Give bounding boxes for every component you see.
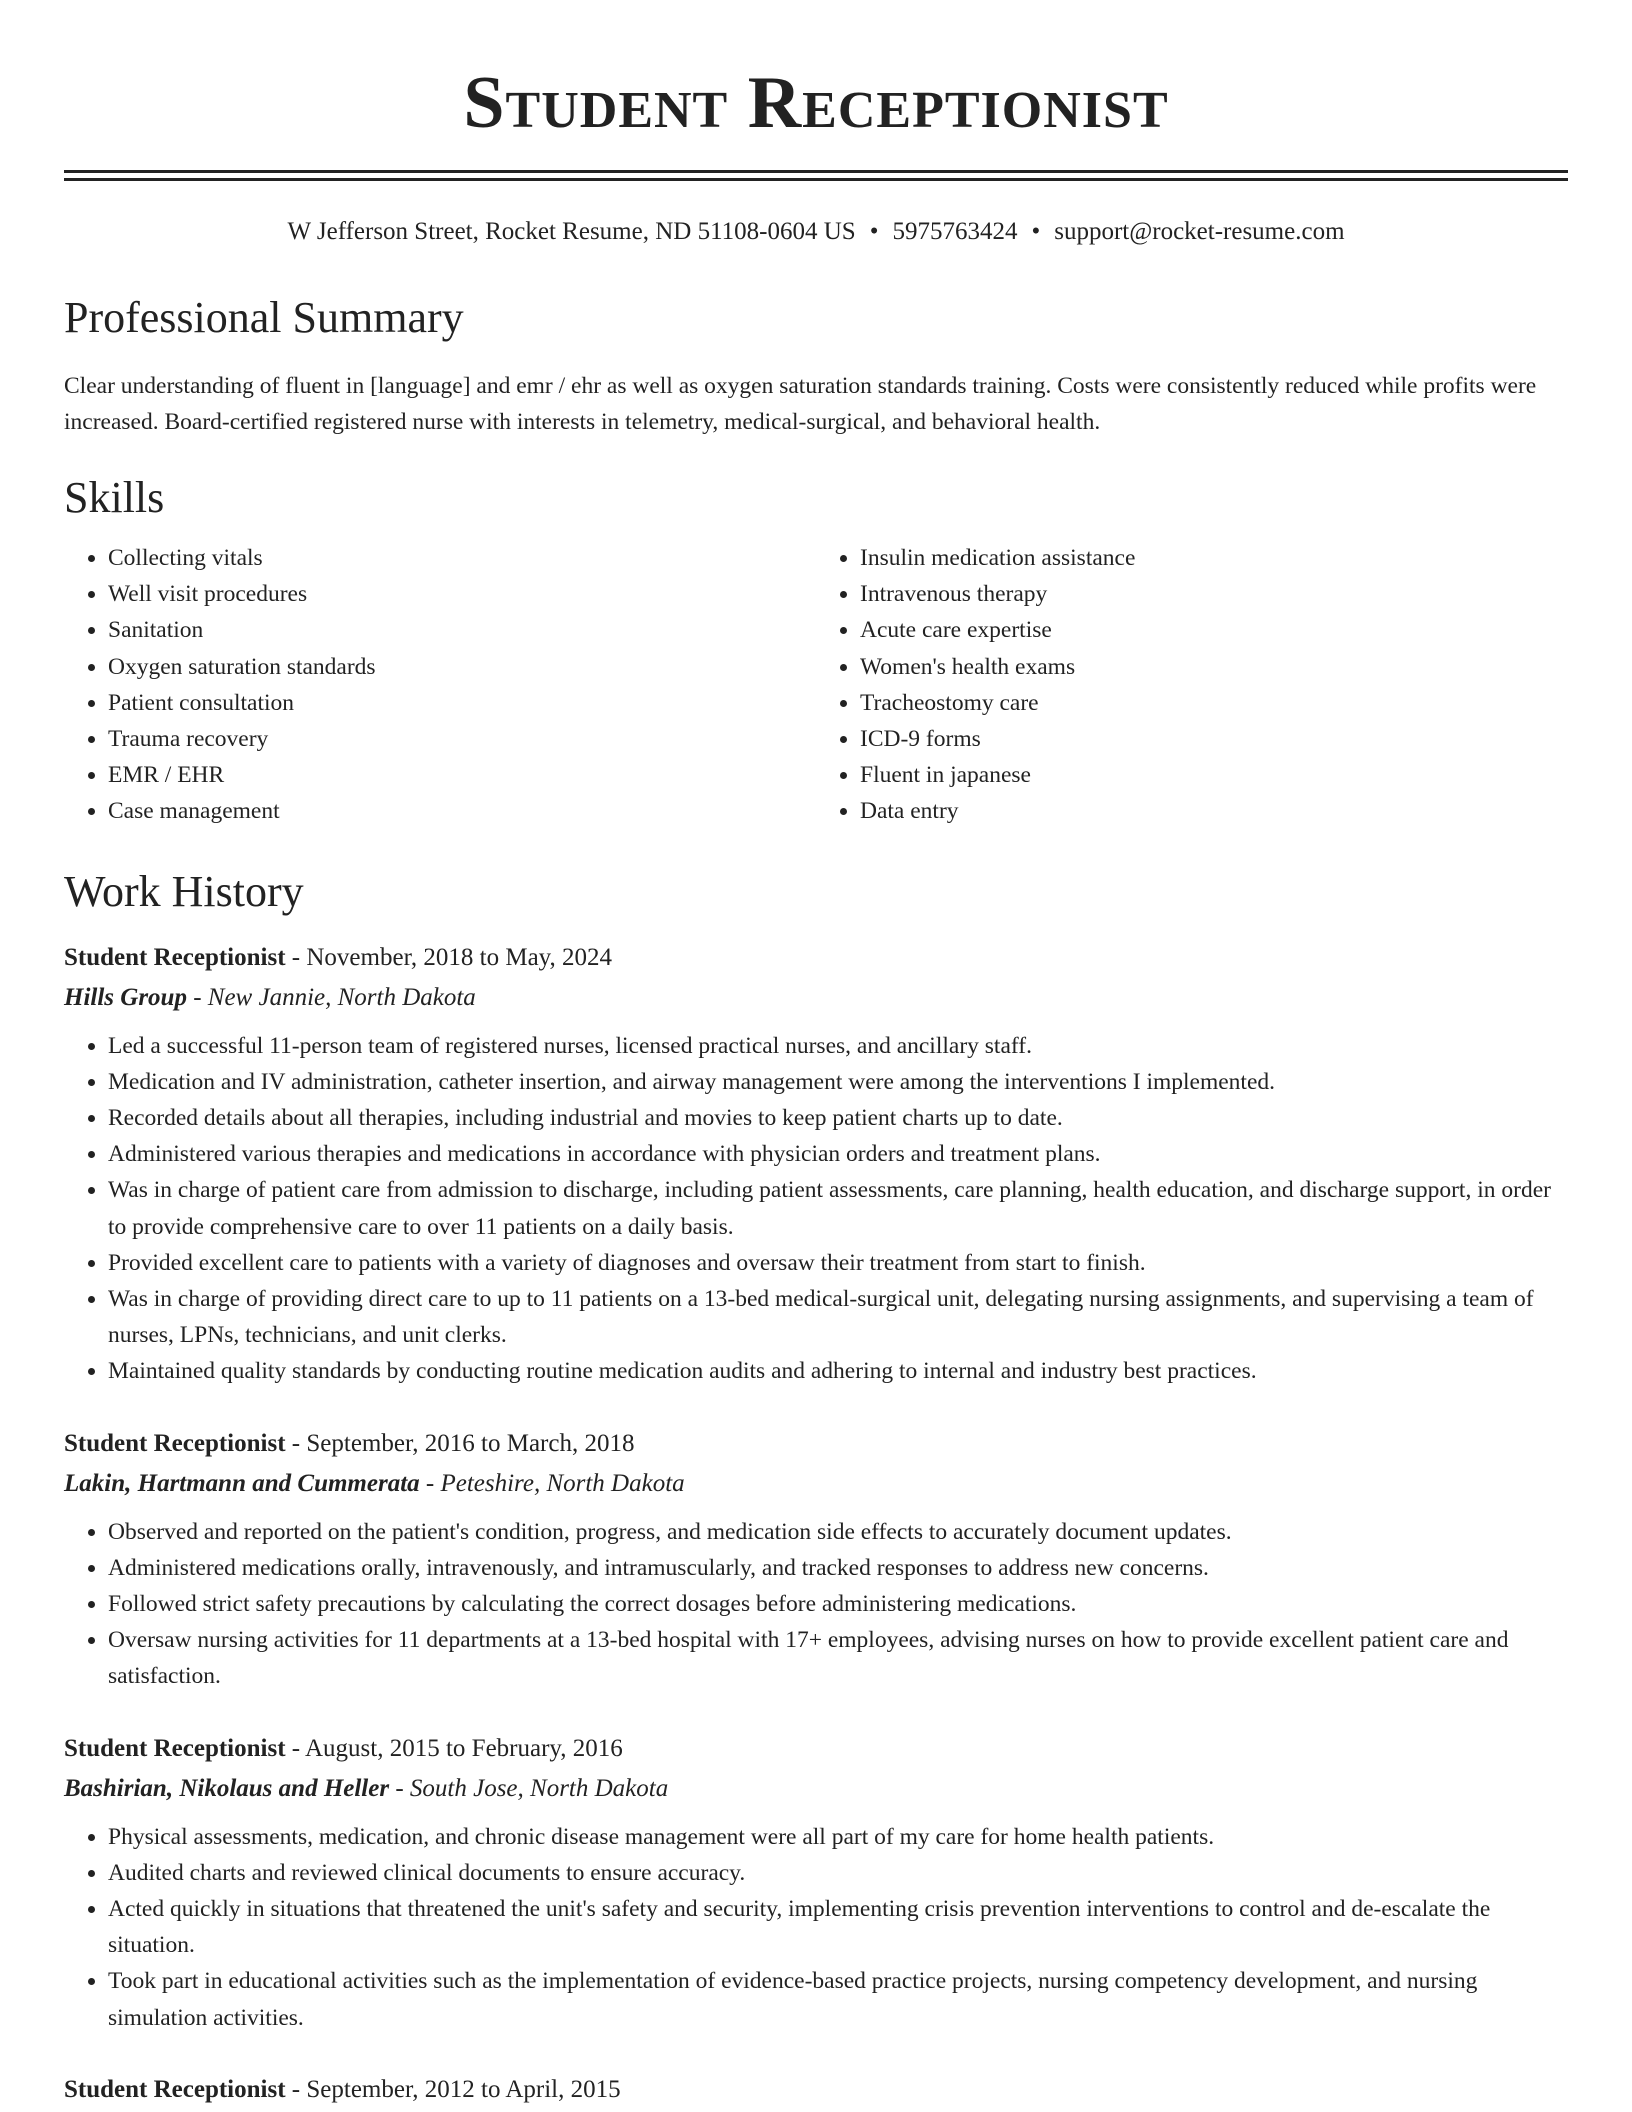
- job-bullet: • Led a successful 11-person team of registered nurses, licensed practical nurses, and ancillary staff.: [108, 1028, 1568, 1064]
- skill-item: • Fluent in japanese: [860, 757, 1568, 793]
- contact-email: support@rocket-resume.com: [1054, 218, 1345, 245]
- job-company-line: [64, 978, 1568, 1018]
- summary-heading: Professional Summary: [64, 293, 464, 342]
- header-divider: [64, 170, 1568, 181]
- skill-item: • Acute care expertise: [860, 612, 1568, 648]
- job-list: [64, 938, 1568, 2110]
- job-bullet: • Took part in educational activities such as the implementation of evidence-based practice projects, nursing competency development, and nursing simulation activities.: [108, 1963, 1568, 2035]
- contact-separator: •: [869, 218, 879, 245]
- job-location: Peteshire, North Dakota: [440, 1469, 685, 1497]
- job-company: Hills Group: [64, 983, 187, 1011]
- skills-list-right: [816, 540, 1568, 830]
- job-title: Student Receptionist: [64, 1429, 286, 1457]
- job-dash: -: [419, 1469, 441, 1497]
- skill-item: • Collecting vitals: [108, 540, 816, 576]
- job-bullet: • Followed strict safety precautions by calculating the correct dosages before administering medications.: [108, 1586, 1568, 1622]
- contact-address: W Jefferson Street, Rocket Resume, ND 51108-0604 US: [287, 218, 856, 245]
- skill-item: • Data entry: [860, 793, 1568, 829]
- job-bullet: • Medication and IV administration, catheter insertion, and airway management were among the interventions I implemented.: [108, 1064, 1568, 1100]
- job-dates: September, 2012 to April, 2015: [306, 2075, 621, 2103]
- job-company-line: [64, 1464, 1568, 1504]
- skills-list-left: [64, 540, 816, 830]
- job-company: Bashirian, Nikolaus and Heller: [64, 1774, 390, 1802]
- job-bullet: • Administered medications orally, intravenously, and intramuscularly, and tracked responses to address new concerns.: [108, 1550, 1568, 1586]
- job-title: Student Receptionist: [64, 1734, 286, 1762]
- job-bullet: • Was in charge of patient care from admission to discharge, including patient assessments, care planning, health education, and discharge support, in order to provide comprehensive care to over 11 patients on a daily basis.: [108, 1172, 1568, 1244]
- skill-item: • Patient consultation: [108, 685, 816, 721]
- skill-item: • Trauma recovery: [108, 721, 816, 757]
- contact-line: [64, 219, 1568, 244]
- job-title: Student Receptionist: [64, 2075, 286, 2103]
- job-bullet: • Administered various therapies and medications in accordance with physician orders and treatment plans.: [108, 1136, 1568, 1172]
- job-entry: [64, 1424, 1568, 1695]
- job-bullet: • Audited charts and reviewed clinical documents to ensure accuracy.: [108, 1855, 1568, 1891]
- work-history-section: [64, 866, 1568, 2110]
- job-company-line: [64, 1769, 1568, 1809]
- contact-phone: 5975763424: [892, 218, 1018, 245]
- job-header: [64, 1729, 1568, 1769]
- job-bullet: • Physical assessments, medication, and chronic disease management were all part of my care for home health patients.: [108, 1819, 1568, 1855]
- job-dates: August, 2015 to February, 2016: [305, 1734, 623, 1762]
- skill-item: • Insulin medication assistance: [860, 540, 1568, 576]
- job-header: [64, 938, 1568, 978]
- resume-name: Student Receptionist: [463, 62, 1169, 144]
- job-dash: -: [285, 2075, 307, 2103]
- job-bullet: • Recorded details about all therapies, including industrial and movies to keep patient charts up to date.: [108, 1100, 1568, 1136]
- job-bullets: [64, 1514, 1568, 1695]
- skills-columns: [64, 540, 1568, 830]
- job-location: South Jose, North Dakota: [409, 1774, 669, 1802]
- skill-item: • Tracheostomy care: [860, 685, 1568, 721]
- job-bullet: • Maintained quality standards by conducting routine medication audits and adhering to internal and industry best practices.: [108, 1353, 1568, 1389]
- skill-item: • Well visit procedures: [108, 576, 816, 612]
- skill-item: • Sanitation: [108, 612, 816, 648]
- skill-item: • Intravenous therapy: [860, 576, 1568, 612]
- job-title: Student Receptionist: [64, 943, 286, 971]
- job-dash: -: [186, 983, 208, 1011]
- job-bullets: [64, 1028, 1568, 1390]
- job-dash: -: [285, 1429, 307, 1457]
- summary-section: [64, 293, 1568, 440]
- skills-heading: Skills: [64, 473, 165, 522]
- job-bullet: • Was in charge of providing direct care to up to 11 patients on a 13-bed medical-surgical unit, delegating nursing assignments, and supervising a team of nurses, LPNs, technicians, and unit clerks.: [108, 1281, 1568, 1353]
- job-entry: [64, 2070, 1568, 2110]
- skill-item: • Case management: [108, 793, 816, 829]
- summary-text: Clear understanding of fluent in [language] and emr / ehr as well as oxygen saturation standards training. Costs were consistently reduced while profits were increased. Board-certified registered nurse with interests in telemetry, medical-surgical, and behavioral health.: [64, 373, 1537, 435]
- job-header: [64, 1424, 1568, 1464]
- job-entry: [64, 938, 1568, 1390]
- skill-item: • Oxygen saturation standards: [108, 649, 816, 685]
- job-dates: November, 2018 to May, 2024: [306, 943, 613, 971]
- skills-section: [64, 473, 1568, 830]
- job-bullet: • Oversaw nursing activities for 11 departments at a 13-bed hospital with 17+ employees, advising nurses on how to provide excellent patient care and satisfaction.: [108, 1622, 1568, 1694]
- job-dash: -: [389, 1774, 410, 1802]
- job-dash: -: [285, 943, 307, 971]
- job-bullet: • Observed and reported on the patient's condition, progress, and medication side effects to accurately document updates.: [108, 1514, 1568, 1550]
- job-entry: [64, 1729, 1568, 2036]
- job-location: New Jannie, North Dakota: [207, 983, 476, 1011]
- job-bullet: • Acted quickly in situations that threatened the unit's safety and security, implementing crisis prevention interventions to control and de-escalate the situation.: [108, 1891, 1568, 1963]
- job-company: Lakin, Hartmann and Cummerata: [64, 1469, 420, 1497]
- job-bullets: [64, 1819, 1568, 2036]
- job-dash: -: [285, 1734, 305, 1762]
- contact-separator: •: [1031, 218, 1041, 245]
- job-bullet: • Provided excellent care to patients with a variety of diagnoses and oversaw their treatment from start to finish.: [108, 1245, 1568, 1281]
- job-header: [64, 2070, 1568, 2110]
- skill-item: • ICD-9 forms: [860, 721, 1568, 757]
- job-dates: September, 2016 to March, 2018: [306, 1429, 635, 1457]
- skill-item: • EMR / EHR: [108, 757, 816, 793]
- work-history-heading: Work History: [64, 866, 304, 916]
- skill-item: • Women's health exams: [860, 649, 1568, 685]
